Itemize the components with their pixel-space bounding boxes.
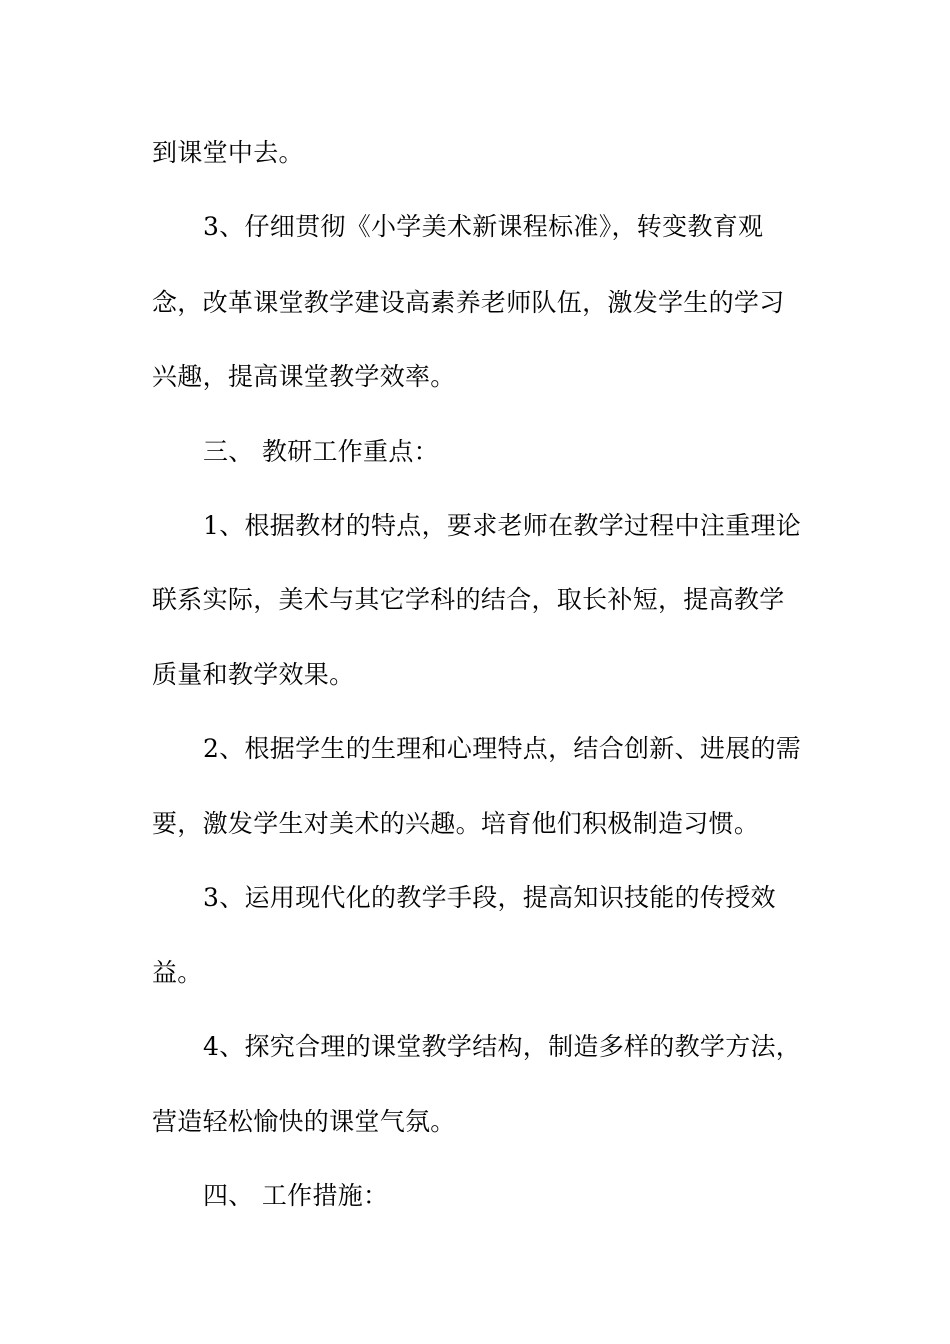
list-item-1: 1、根据教材的特点，要求老师在教学过程中注重理论	[203, 511, 802, 540]
text-line: 营造轻松愉快的课堂气氛。	[152, 1107, 456, 1136]
section-heading-4: 四、 工作措施：	[203, 1181, 389, 1210]
text-line: 兴趣，提高课堂教学效率。	[152, 362, 456, 391]
list-item-2: 2、根据学生的生理和心理特点，结合创新、进展的需	[203, 734, 802, 763]
text-line: 要，激发学生对美术的兴趣。培育他们积极制造习惯。	[152, 809, 760, 838]
text-line: 念，改革课堂教学建设高素养老师队伍，激发学生的学习	[152, 288, 785, 317]
text-line: 联系实际，美术与其它学科的结合，取长补短，提高教学	[152, 585, 785, 614]
section-heading-3: 三、 教研工作重点：	[203, 437, 439, 466]
text-line: 益。	[152, 958, 203, 987]
list-item-3: 3、运用现代化的教学手段，提高知识技能的传授效	[203, 883, 776, 912]
list-item-4: 4、探究合理的课堂教学结构，制造多样的教学方法，	[203, 1032, 802, 1061]
text-line: 到课堂中去。	[152, 138, 304, 167]
list-item-3-intro: 3、仔细贯彻《小学美术新课程标准》，转变教育观	[203, 212, 764, 241]
text-line: 质量和教学效果。	[152, 660, 355, 689]
